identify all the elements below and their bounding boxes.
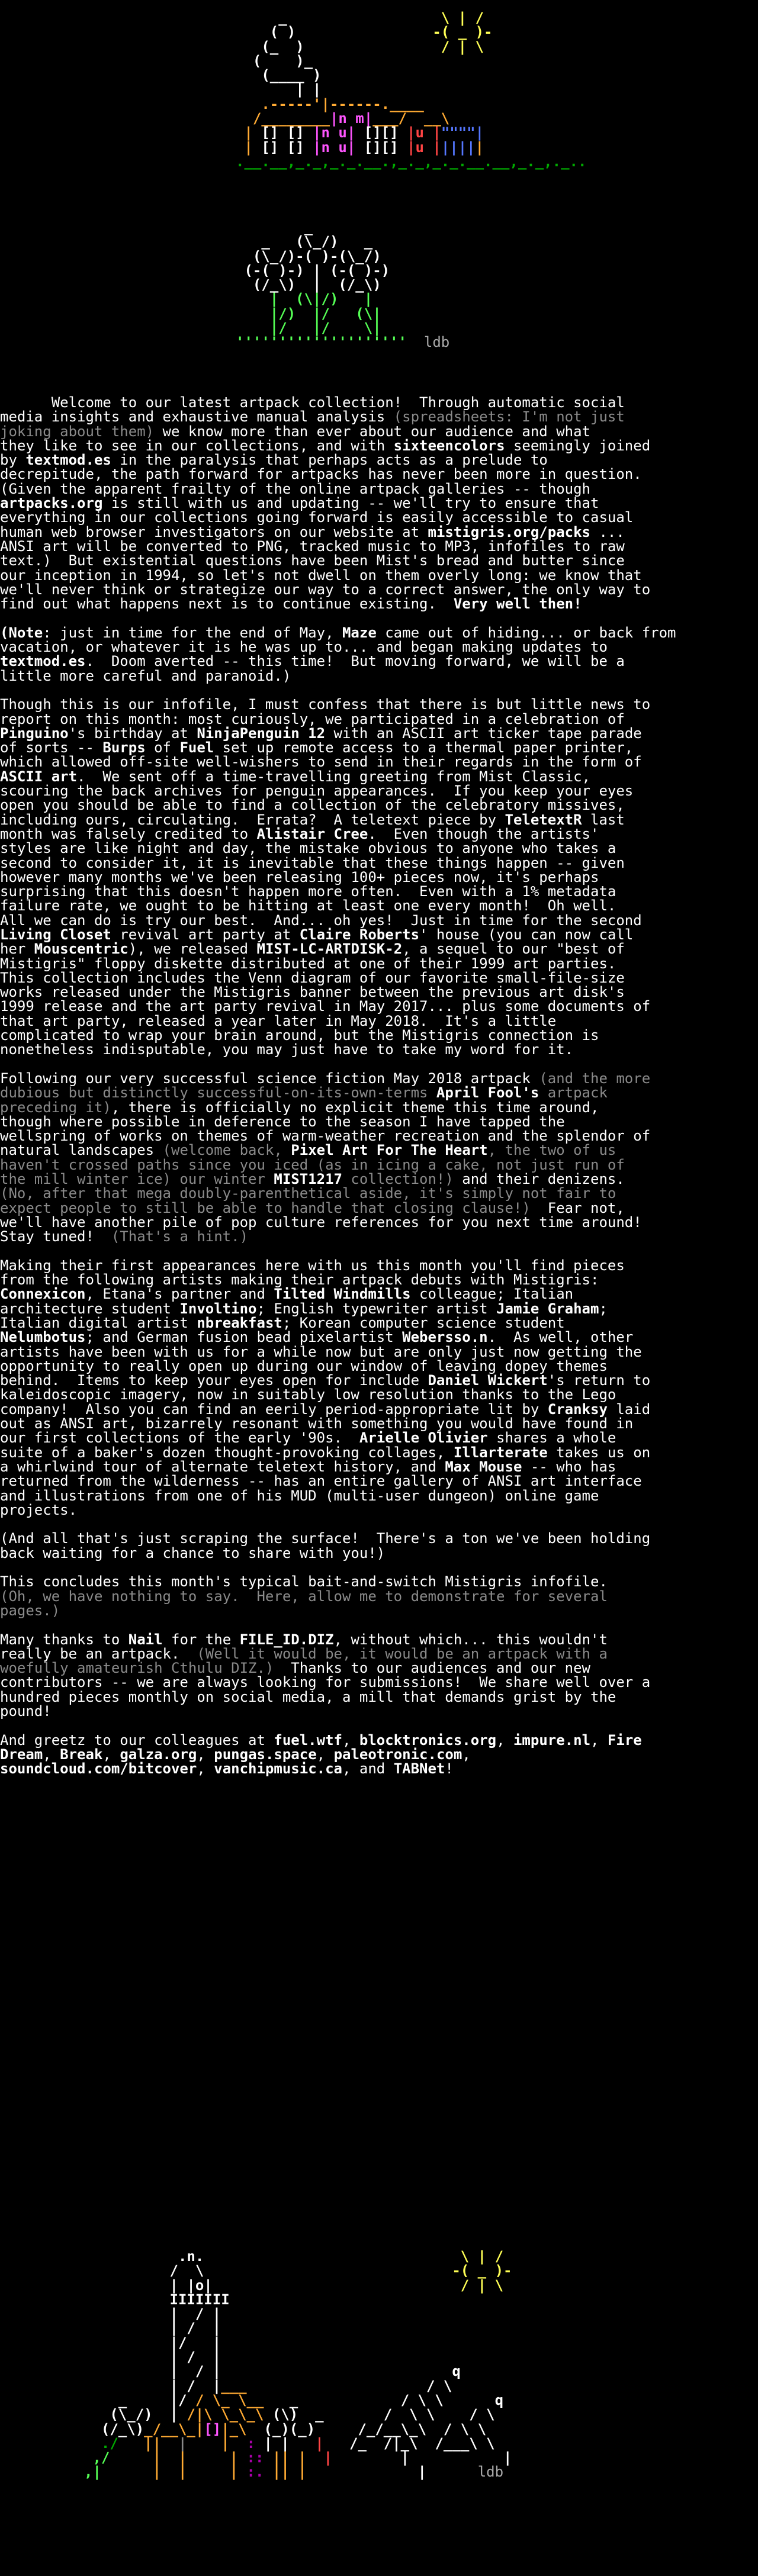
body-text: revival art party at	[111, 926, 300, 943]
body-text: ,	[43, 1746, 60, 1763]
body-text: laid out as ANSI art, bizarrely resonant with something you would have found in our first collections of the early '90s.	[0, 1400, 651, 1447]
highlight-text: Pinguino	[0, 724, 69, 742]
body-text: , without which... this wouldn't really be an artpack.	[0, 1631, 608, 1662]
body-text: ; English typewriter artist	[256, 1300, 497, 1317]
highlight-text: nbreakfast	[197, 1315, 282, 1331]
aside-text: collection!)	[342, 1171, 454, 1188]
body-text: Making their first appearances here with us this month you'll find pieces from the following artists making their artpack debuts with Mistigris:	[0, 1257, 625, 1289]
body-text: This concludes this month's typical bait-and-switch Mistigris infofile.	[0, 1573, 608, 1590]
highlight-text: soundcloud.com/bitcover	[0, 1760, 197, 1778]
highlight-text: Very well then!	[453, 595, 582, 613]
highlight-text: TABNet	[393, 1760, 445, 1778]
artist-signature-top: ldb	[423, 334, 450, 351]
body-text: ), we released	[128, 941, 257, 958]
body-text: came out of hiding... or back from vacation, or whatever it is he was up to... and began making updates to	[0, 624, 676, 656]
body-text: (And all that's just scraping the surface! There's a ton we've been holding back waiting for a chance to share with you!)	[0, 1530, 651, 1561]
aside-text: (spreadsheets: I'm not just joking about them)	[0, 408, 625, 440]
body-text: : just in time for the end of May,	[43, 624, 342, 641]
body-text: in the paralysis that perhaps acts as a prelude to decrepitude, the path forward for artpacks has never been more in question. (Given the apparent frailty of the online artpack galleries -- though	[0, 452, 642, 497]
highlight-text: MIST-LC-ARTDISK-2	[256, 941, 403, 958]
body-text: ,	[496, 1731, 513, 1749]
highlight-text: Living Closet	[0, 926, 111, 943]
body-text: Fear not, we'll have another pile of pop culture references for you next time around! Stay tuned!	[0, 1199, 642, 1245]
body-text: , there is officially no explicit theme this time around, though where possible in deference to the season I have tapped the wellspring of works on themes of warm-weather recreation and the splendor of natural landscapes	[0, 1099, 651, 1159]
aside-text: (Well it would be, it would be an artpack with a woefully amateurish Cthulu DIZ.)	[0, 1645, 608, 1677]
highlight-text: (Note	[0, 624, 43, 641]
castle-ascii-art: .n. \ | / / \ -( _ )- | |o| / | \ IIIIIII | / | | / | |/ | | / | | / | q | / |___ / \ _ |/ / \_ \__ _ / \ \ q (\_/) | /|\ \_\_\ (\) _ / \ \ / \ (/_\)_/__\_|[]|_\ (_)(_) /_/__\_\ / \ \ ./ || | | : | | | /_ /|_\ /___\ \ ,/ | | | :: || | | | | ,| | | | :. || | | ldb	[84, 2248, 512, 2481]
aside-text: , the two of us haven't crossed paths since you iced (as in icing a cake, not just run of the mill winter ice) our winter	[0, 1142, 625, 1188]
highlight-text: blocktronics.org	[359, 1731, 497, 1749]
body-text: ; Italian digital artist	[0, 1300, 608, 1331]
body-text: ... ANSI art will be converted to PNG, tracked music to MP3, infofiles to raw text.) But existential questions have been Mist's bread and butter since our inception in 1994, so let's not dwell on them overly long: we know that we'll never think or strategize our way to a correct answer, the only way to find out what happens next is to continue existing.	[0, 523, 651, 613]
highlight-text: Cranksy	[547, 1400, 608, 1418]
body-text: of	[145, 739, 180, 756]
body-text: ,	[316, 1746, 334, 1763]
body-text: seemingly joined by	[0, 437, 651, 469]
highlight-text: Daniel Wickert	[428, 1372, 548, 1389]
body-text: ,	[197, 1746, 214, 1763]
aside-text: (No, after that mega doubly-parenthetical aside, it's simply not fair to expect people to still be able to handle that closing clause!)	[0, 1185, 616, 1216]
body-text: 's birthday at	[68, 724, 197, 742]
highlight-text: Connexicon	[0, 1286, 86, 1303]
body-text: !	[445, 1760, 454, 1778]
highlight-text: Claire Roberts	[299, 926, 420, 943]
highlight-text: Jamie Graham	[496, 1300, 599, 1317]
highlight-text: paleotronic.com	[333, 1746, 462, 1763]
body-text: And greetz to our colleagues at	[0, 1731, 274, 1749]
aside-text: (welcome back,	[162, 1142, 291, 1159]
highlight-text: Break	[60, 1746, 103, 1763]
highlight-text: Webersso.n	[402, 1329, 488, 1346]
highlight-text: MIST1217	[274, 1171, 342, 1188]
house-ascii-art: _ \ | / ( ) -( _ )- (_ ) / | \ ( )_ (____ ) | | .-----'|------.____ /________|n m|___/ __\ | [] [] |n u| [][] |u |""""| | [] [] |n u| [][] |u |||||| .__.__,_._,_._.__.,_._,_._.__.__,_._,._..	[236, 9, 587, 170]
highlight-text: mistigris.org/packs	[428, 523, 591, 540]
highlight-text: fuel.wtf	[274, 1731, 342, 1749]
highlight-text: impure.nl	[513, 1731, 591, 1749]
highlight-text: Tilted Windmills	[274, 1286, 411, 1303]
body-text: Many thanks to	[0, 1631, 129, 1648]
paragraph	[0, 626, 758, 683]
highlight-text: Nail	[128, 1631, 163, 1648]
body-text: last month was falsely credited to	[0, 811, 625, 842]
highlight-text: textmod.es	[25, 452, 111, 469]
highlight-text: Alistair Cree	[256, 825, 368, 842]
body-text: shares a whole suite of a baker's dozen thought-provoking collages,	[0, 1429, 616, 1461]
body-text: , a sequel to our "best of Mistigris" floppy diskette distributed at one of their 1999 art parties. This collection includes the Venn diagram of our favorite small-file-size works released under the Mistigris banner between the previous art disk's 1999 release and the art party revival in May 2017... plus some documents of that art party, released a year later in May 2018. It's a little complicated to wrap your brain around, but the Mistigris connection is nonetheless indisputable, you may just have to take my word for it.	[0, 941, 651, 1058]
body-text: , and	[342, 1760, 394, 1778]
highlight-text: Max Mouse	[445, 1458, 522, 1475]
body-text: ; and German fusion bead pixelartist	[85, 1329, 403, 1346]
paragraph	[0, 1531, 758, 1560]
body-text: 's return to kaleidoscopic imagery, now in suitably low resolution thanks to the Lego company! Also you can find an eerily period-appropriate lit by	[0, 1372, 651, 1418]
body-text: set up remote access to a thermal paper printer, which allowed off-site well-wishers to send in their regards in the form of	[0, 739, 642, 771]
aside-text: (and the more dubious but distinctly successful-on-its-own-terms	[0, 1070, 651, 1102]
body-text: Following our very successful science fiction May 2018 artpack	[0, 1070, 539, 1087]
highlight-text: vanchipmusic.ca	[214, 1760, 342, 1778]
body-text: -- who has returned from the wilderness -- has an entire gallery of ANSI art interface and illustrations from one of his MUD (multi-user dungeon) online game projects.	[0, 1458, 642, 1518]
highlight-text: sixteencolors	[393, 437, 505, 454]
body-text: . Even though the artists' styles are like night and day, the mistake obvious to anyone who takes a second to consider it, it is inevitable that these things happen -- given however many months we've been releasing 100+ pieces now, it's perhaps surprising that this doesn't happen more often. Even with a 1% metadata failure rate, we ought to be hitting at least one every month! Oh well. All we can do is try our best. And... oh yes! Just in time for the second	[0, 825, 642, 929]
highlight-text: Maze	[342, 624, 377, 641]
body-text: ,	[462, 1746, 471, 1763]
infofile-text	[0, 395, 758, 1791]
body-text: and their denizens.	[462, 1171, 625, 1188]
body-text: Welcome to our latest artpack collection! Through automatic social media insights and exhaustive manual analysis	[0, 394, 625, 426]
paragraph	[0, 395, 758, 611]
highlight-text: Burps	[102, 739, 146, 756]
body-text: Thanks to our audiences and our new contributors -- we are always looking for submissions! We share well over a hundred pieces monthly on social media, a mill that demands grist by the pound!	[0, 1660, 651, 1720]
highlight-text: Fuel	[179, 739, 214, 756]
paragraph	[0, 1733, 758, 1776]
aside-text: (That's a hint.)	[111, 1228, 249, 1245]
highlight-text: FILE_ID.DIZ	[239, 1631, 334, 1648]
body-text: . We sent off a time-travelling greeting from Mist Classic, scouring the back archives for penguin appearances. If you keep your eyes open you should be able to find a collection of the celebratory missives, including ours, circulating. Errata? A teletext piece by	[0, 768, 634, 828]
aside-text: artpack preceding it)	[0, 1084, 608, 1116]
body-text: ,	[342, 1731, 359, 1749]
highlight-text: Involtino	[179, 1300, 257, 1317]
body-text: with an ASCII art ticker tape parade of sorts --	[0, 724, 642, 756]
body-text: . Doom averted -- this time! But moving forward, we will be a little more careful and paranoid.)	[0, 653, 625, 684]
highlight-text: Fire Dream	[0, 1731, 642, 1763]
highlight-text: Mouscentric	[34, 941, 129, 958]
aside-text: (Oh, we have nothing to say. Here, allow me to demonstrate for several pages.)	[0, 1588, 608, 1619]
body-text: Though this is our infofile, I must confess that there is but little news to report on this month: most curiously, we participated in a celebration of	[0, 696, 651, 727]
body-text: ; Korean computer science student	[282, 1315, 565, 1331]
highlight-text: ASCII art	[0, 768, 78, 785]
body-text: we know more than ever about our audience and what they like to see in our collections, and with	[0, 423, 591, 454]
body-text: takes us on a whirlwind tour of alternate teletext history, and	[0, 1444, 651, 1475]
flowers-ascii-art: _ _ (\_/) _ (\_/)-( )-(\_/) (-( )-) | (-( )-) (/_\) | (/_\) | (\|/) | |/) |/ (\| |/ |/ \| '''''''''''''''''''' ldb	[236, 219, 450, 351]
highlight-text: April Fool's	[436, 1084, 539, 1102]
artist-signature-bottom: ldb	[477, 2464, 504, 2481]
highlight-text: artpacks.org	[0, 495, 103, 512]
paragraph	[0, 1574, 758, 1618]
body-text: for the	[162, 1631, 240, 1648]
body-text: . As well, other artists have been with us for a while now but are only just now getting the opportunity to really open up during our window of leaving dopey themes behind. Items to keep your eyes open for include	[0, 1329, 642, 1389]
body-text: ,	[102, 1746, 120, 1763]
highlight-text: galza.org	[120, 1746, 197, 1763]
highlight-text: Illarterate	[453, 1444, 548, 1461]
paragraph	[0, 697, 758, 1057]
highlight-text: textmod.es	[0, 653, 86, 670]
highlight-text: Nelumbotus	[0, 1329, 86, 1346]
paragraph	[0, 1632, 758, 1719]
body-text: is still with us and updating -- we'll try to ensure that everything in our collections going forward is easily accessible to casual human web browser investigators on our website at	[0, 495, 634, 540]
highlight-text: NinjaPenguin 12	[197, 724, 326, 742]
highlight-text: Pixel Art For The Heart	[291, 1142, 488, 1159]
paragraph	[0, 1258, 758, 1517]
body-text: ' house (you can now call her	[0, 926, 634, 958]
highlight-text: Arielle Olivier	[359, 1429, 488, 1447]
body-text: , Etana's partner and	[85, 1286, 274, 1303]
body-text: ,	[590, 1731, 608, 1749]
highlight-text: TeletextR	[505, 811, 582, 828]
body-text: colleague; Italian architecture student	[0, 1286, 574, 1317]
highlight-text: pungas.space	[214, 1746, 317, 1763]
body-text: ,	[197, 1760, 214, 1778]
paragraph	[0, 1071, 758, 1244]
